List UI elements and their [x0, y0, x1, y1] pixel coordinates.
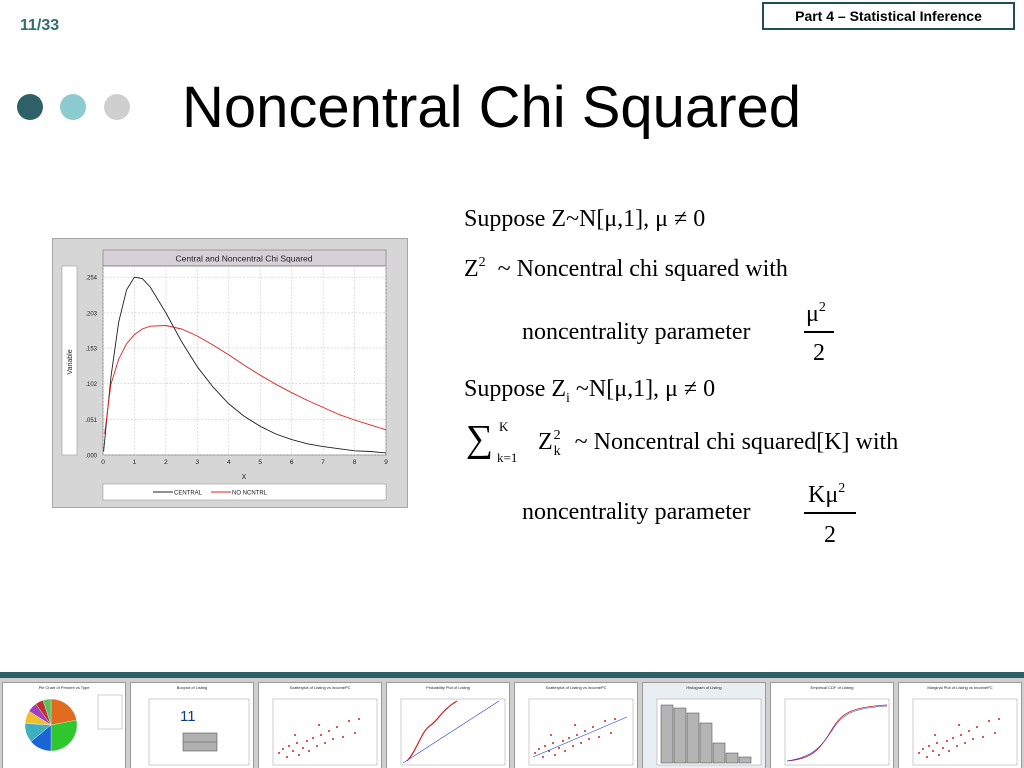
y-tick-label: .102: [85, 382, 97, 389]
chart-title: Central and Noncentral Chi Squared: [175, 253, 313, 264]
math-line-5: [538, 428, 899, 459]
slide-filmstrip: [0, 672, 1024, 768]
x-tick-label: 4: [226, 459, 231, 466]
x-axis-label: X: [241, 474, 247, 481]
y-tick-label: .153: [85, 346, 97, 353]
sum-upper-text: K: [499, 419, 509, 434]
thumbnail-graphic: [259, 691, 381, 768]
math-line-5-text: ~ Noncentral chi squared[K] with: [574, 429, 899, 455]
fraction-2-kmu: Kμ: [808, 482, 839, 508]
fraction-2-numerator: [808, 483, 845, 507]
x-ticks: [101, 459, 388, 466]
thumbnail-title: Marginal Plot of Listing vs IncomePC: [927, 685, 993, 690]
math-line-2-text: ~ Noncentral chi squared with: [497, 256, 788, 282]
sum-lower-text: k=1: [497, 450, 518, 465]
fraction-2-den: 2: [824, 522, 836, 548]
thumbnail-title: Scatterplot of Listing vs IncomePC: [289, 685, 351, 690]
thumbnail-graphic: [771, 691, 893, 768]
fraction-1-mu: μ: [806, 301, 819, 327]
math-line-4-b: ~N[μ,1], μ ≠ 0: [575, 376, 716, 402]
thumbnail-title: Pie Chart of Percent vs Type: [38, 685, 90, 690]
math-line-3-text: noncentrality parameter: [522, 319, 751, 345]
fraction-1-numerator: [806, 302, 826, 326]
thumbnail-graphic: [387, 691, 509, 768]
y-tick-label: .254: [85, 275, 97, 282]
y-ticks: [85, 276, 97, 460]
plot-area: [103, 266, 386, 455]
slide-thumbnail[interactable]: [514, 682, 638, 768]
math-line-6-text: noncentrality parameter: [522, 499, 751, 525]
chart-frame: [52, 238, 408, 508]
slide-thumbnail[interactable]: [770, 682, 894, 768]
slide-thumbnail[interactable]: [258, 682, 382, 768]
y-axis-label: Variable: [67, 349, 74, 375]
decor-dot-teal: [60, 94, 86, 120]
y-tick-label: .000: [85, 453, 97, 460]
slide-thumbnail[interactable]: [642, 682, 766, 768]
thumbnail-graphic: [899, 691, 1021, 768]
decor-dot-gray: [104, 94, 130, 120]
legend-label: CENTRAL: [174, 490, 203, 497]
y-tick-label: .203: [85, 311, 97, 318]
x-tick-label: 2: [164, 459, 168, 466]
slide-title: Noncentral Chi Squared: [182, 75, 802, 140]
fraction-1-denominator: [813, 341, 825, 365]
thumbnail-graphic: [3, 691, 125, 768]
fraction-2-exp: 2: [838, 481, 846, 496]
slide-thumbnail[interactable]: [130, 682, 254, 768]
zk-exponent: 2: [553, 428, 561, 443]
slide-thumbnail[interactable]: [2, 682, 126, 768]
x-tick-label: 0: [101, 459, 105, 466]
zk-symbol: Z: [538, 429, 553, 455]
math-line-6: [522, 500, 751, 524]
x-tick-label: 9: [384, 459, 388, 466]
sum-symbol: [466, 420, 493, 458]
chi-squared-chart: [53, 239, 409, 509]
active-slide-number: 11: [180, 708, 196, 725]
math-line-2: [464, 257, 788, 281]
slide-thumbnail[interactable]: [386, 682, 510, 768]
thumbnail-graphic: [515, 691, 637, 768]
math-line-3: [522, 320, 751, 344]
x-tick-label: 7: [321, 459, 325, 466]
fraction-1-exp: 2: [818, 300, 826, 315]
decor-dot-dark: [17, 94, 43, 120]
zk-subscript: k: [553, 444, 561, 459]
thumbnail-title: Empirical CDF of Listing: [810, 685, 854, 690]
fraction-1-bar: [804, 331, 834, 333]
fraction-2-denominator: [824, 523, 836, 547]
slide-thumbnail[interactable]: [898, 682, 1022, 768]
z-symbol: Z: [464, 256, 479, 282]
thumbnail-title: Scatterplot of Listing vs IncomePC: [545, 685, 607, 690]
math-line-4-a: Suppose Z: [464, 376, 566, 402]
zk-scripts: [553, 428, 563, 459]
x-tick-label: 8: [352, 459, 357, 466]
page-number: 11/33: [20, 17, 60, 34]
math-line-1-text: Suppose Z~N[μ,1], μ ≠ 0: [464, 206, 706, 232]
x-tick-label: 3: [195, 459, 200, 466]
x-tick-label: 6: [289, 459, 294, 466]
legend-label: NO NCNTRL: [232, 490, 268, 497]
thumbnail-title: Boxplot of Listing: [176, 685, 208, 690]
math-line-4: [464, 376, 716, 406]
sum-upper-limit: [499, 420, 508, 433]
thumbnail-title: Histogram of Listing: [686, 685, 722, 690]
x-tick-label: 1: [132, 459, 137, 466]
fraction-1-den: 2: [813, 340, 825, 366]
z-subscript-i: i: [566, 391, 570, 406]
sum-glyph: ∑: [466, 418, 494, 460]
sum-lower-limit: [497, 451, 517, 464]
thumbnail-title: Probability Plot of Listing: [426, 685, 470, 690]
x-tick-label: 5: [258, 459, 263, 466]
section-label-text: Part 4 – Statistical Inference: [795, 8, 982, 24]
fraction-2-bar: [804, 512, 856, 514]
thumbnail-graphic: [643, 691, 765, 768]
y-tick-label: .051: [85, 417, 97, 424]
section-label: [762, 2, 1015, 30]
thumbnail-graphic: [131, 691, 253, 768]
math-line-1: [464, 207, 705, 231]
z-exponent: 2: [478, 255, 486, 270]
